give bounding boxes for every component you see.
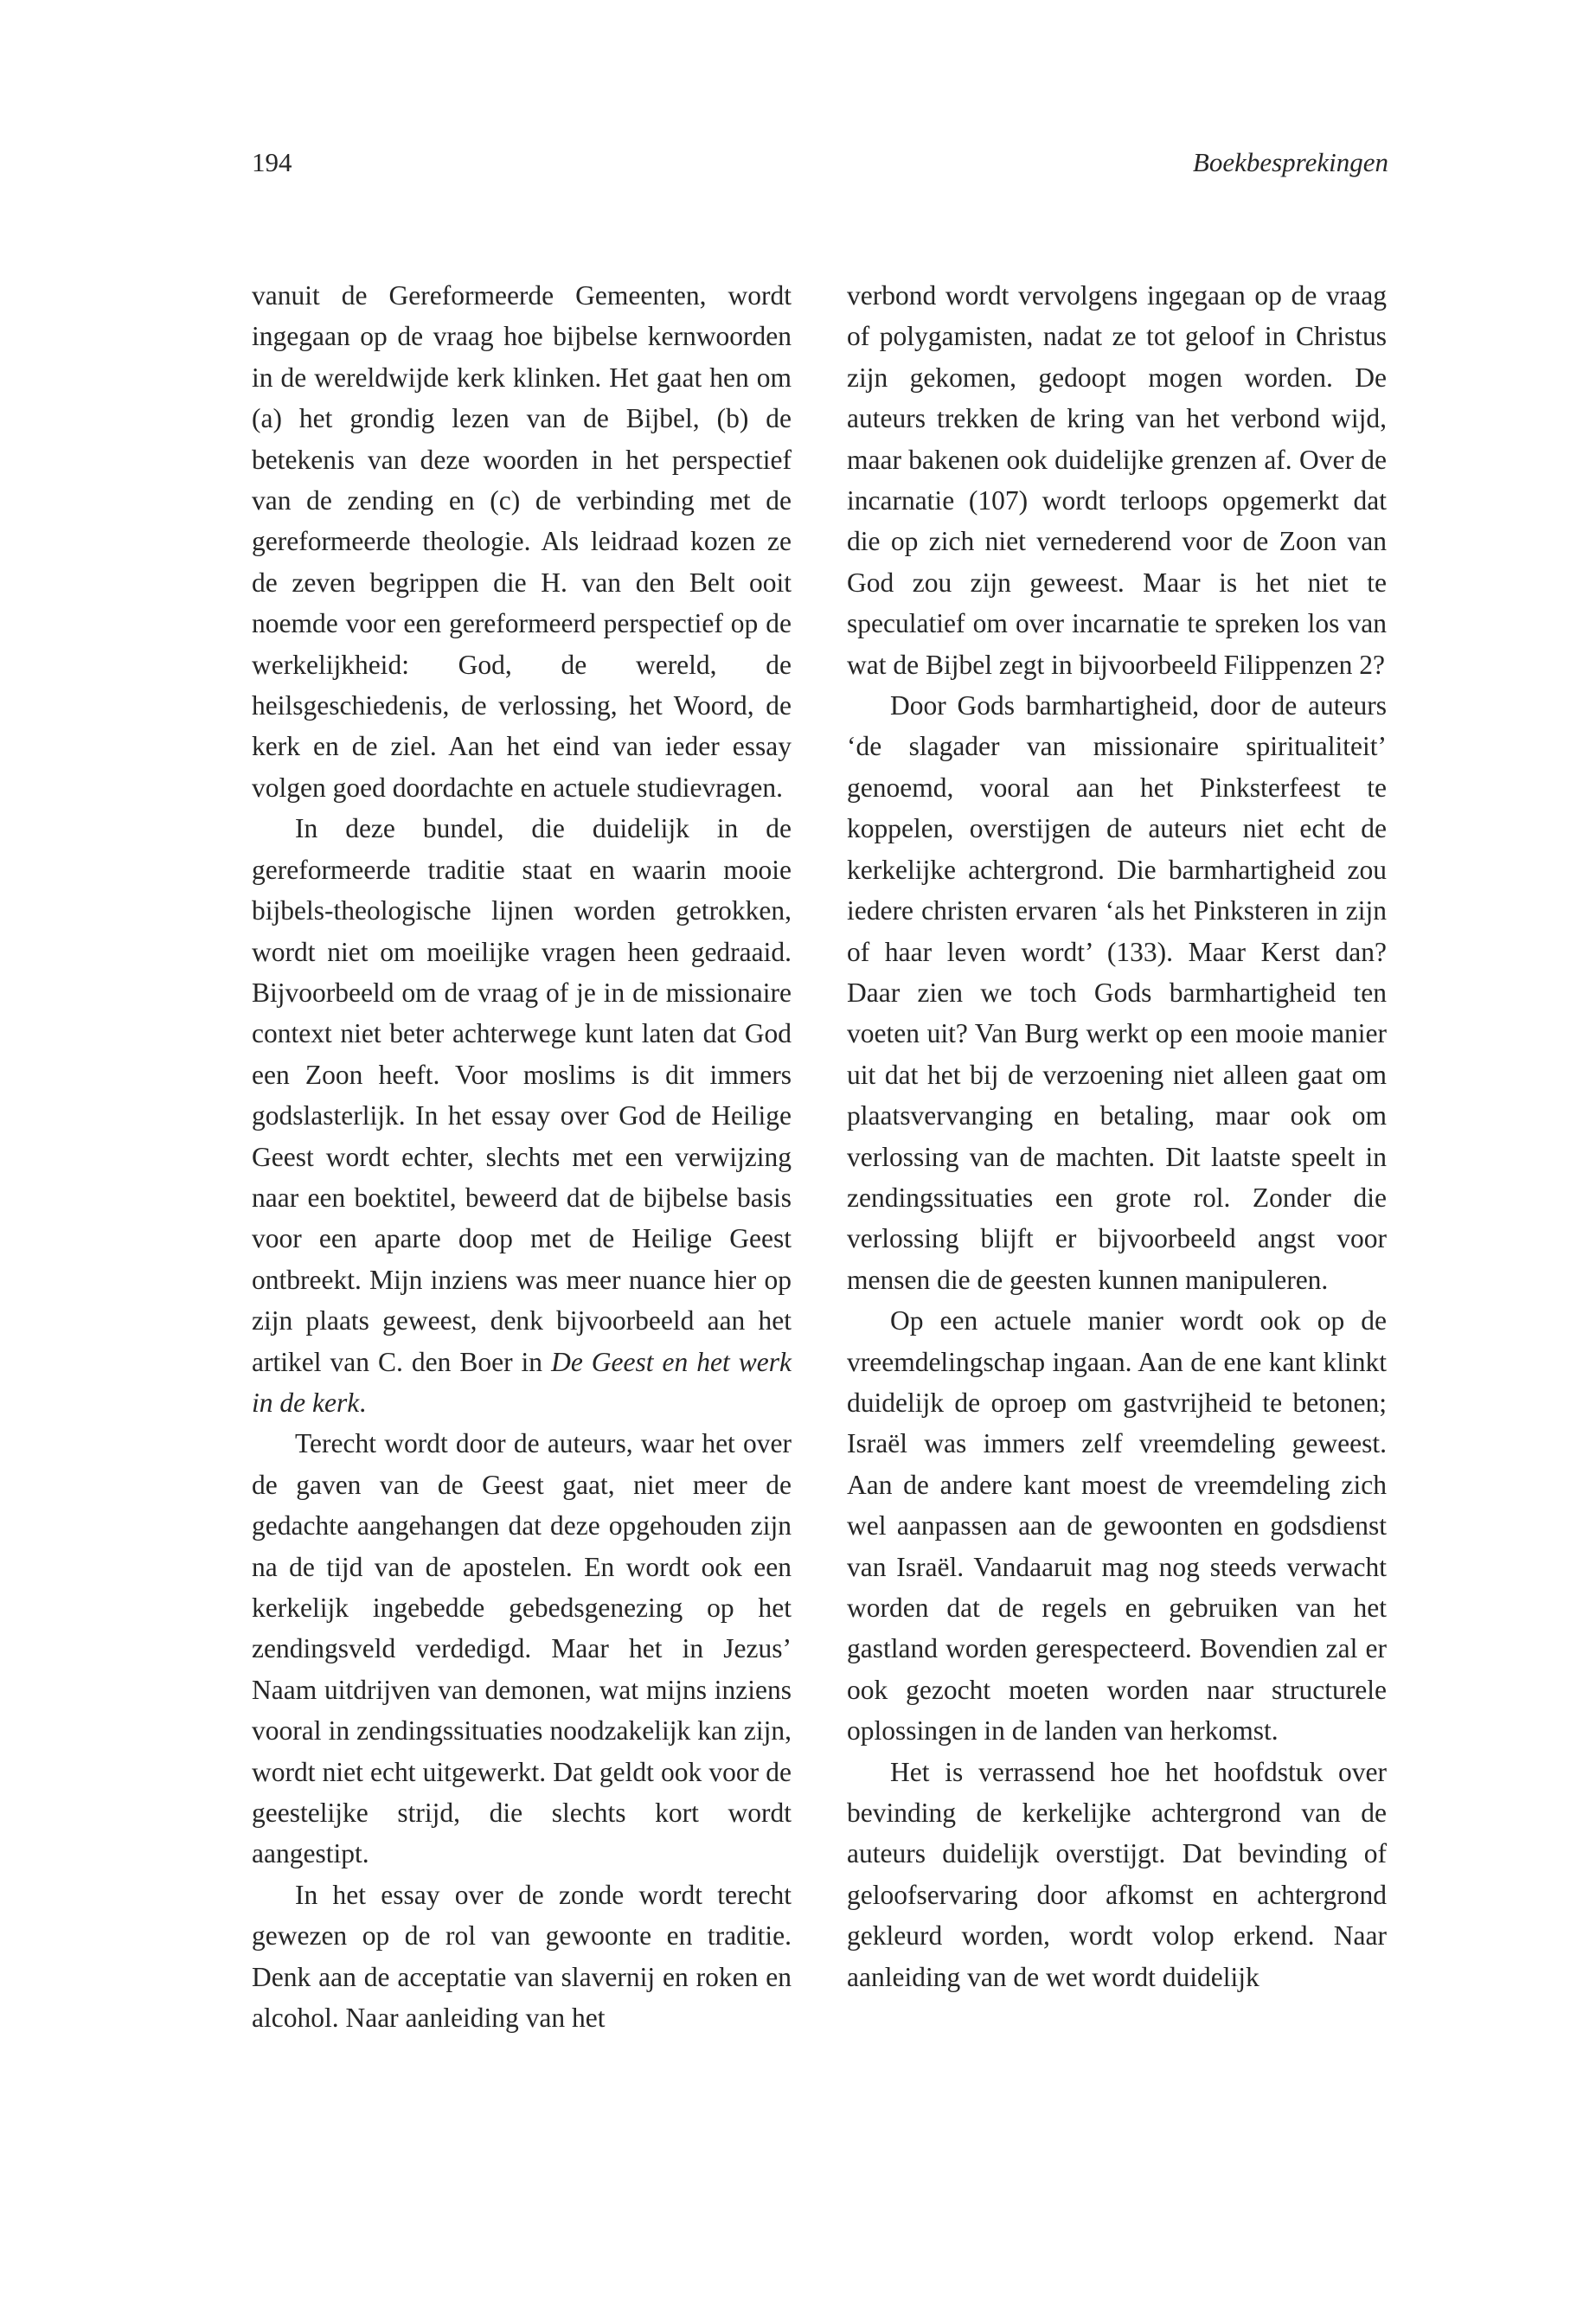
- left-column: [252, 275, 792, 2038]
- paragraph: Door Gods barmhartigheid, door de auteurs ‘de slagader van missionaire spiritualiteit’ genoemd, vooral aan het Pinksterfeest te koppelen, overstijgen de auteurs niet echt de kerkelijke achtergrond. Die barmhartigheid zou iedere christen ervaren ‘als het Pinksteren in zijn of haar leven wordt’ (133). Maar Kerst dan? Daar zien we toch Gods barmhartigheid ten voeten uit? Van Burg werkt op een mooie manier uit dat het bij de verzoening niet alleen gaat om plaatsvervanging en betaling, maar ook om verlossing van de machten. Dit laatste speelt in zendingssituaties een grote rol. Zonder die verlossing blijft er bijvoorbeeld angst voor mensen die de geesten kunnen manipuleren.: [847, 690, 1387, 1295]
- running-title: Boekbesprekingen: [1192, 147, 1388, 177]
- paragraph: verbond wordt vervolgens ingegaan op de vraag of polygamisten, nadat ze tot geloof in Christus zijn gekomen, gedoopt mogen worden. De auteurs trekken de kring van het verbond wijd, maar bakenen ook duidelijke grenzen af. Over de incarnatie (107) wordt terloops opgemerkt dat die op zich niet vernederend voor de Zoon van God zou zijn geweest. Maar is het niet te speculatief om over incarnatie te spreken los van wat de Bijbel zegt in bijvoorbeeld Filippenzen 2?: [847, 280, 1387, 680]
- paragraph-end: .: [359, 1387, 367, 1418]
- page-number: 194: [252, 147, 292, 177]
- right-column: [847, 275, 1387, 1997]
- paragraph: [252, 808, 792, 1423]
- paragraph-text: In deze bundel, die duidelijk in de gereformeerde traditie staat en waarin mooie bijbels-theologische lijnen worden getrokken, wordt niet om moeilijke vragen heen gedraaid. Bijvoorbeeld om de vraag of je in de missionaire context niet beter achterwege kunt laten dat God een Zoon heeft. Voor moslims is dit immers godslasterlijk. In het essay over God de Heilige Geest wordt echter, slechts met een verwijzing naar een boektitel, beweerd dat de bijbelse basis voor een aparte doop met de Heilige Geest ontbreekt. Mijn inziens was meer nuance hier op zijn plaats geweest, denk bijvoorbeeld aan het artikel van C. den Boer in: [252, 813, 792, 1377]
- book-title: De Geest en het werk in de kerk: [252, 1346, 792, 1418]
- paragraph: vanuit de Gereformeerde Gemeenten, wordt ingegaan op de vraag hoe bijbelse kernwoorden in de wereldwijde kerk klinken. Het gaat hen om (a) het grondig lezen van de Bijbel, (b) de betekenis van deze woorden in het perspectief van de zending en (c) de verbinding met de gereformeerde theologie. Als leidraad kozen ze de zeven begrippen die H. van den Belt ooit noemde voor een gereformeerd perspectief op de werkelijkheid: God, de wereld, de heilsgeschiedenis, de verlossing, het Woord, de kerk en de ziel. Aan het eind van ieder essay volgen goed doordachte en actuele studievragen.: [252, 280, 792, 803]
- paragraph: Op een actuele manier wordt ook op de vreemdelingschap ingaan. Aan de ene kant klinkt duidelijk de oproep om gastvrijheid te betonen; Israël was immers zelf vreemdeling geweest. Aan de andere kant moest de vreemdeling zich wel aanpassen aan de gewoonten en godsdienst van Israël. Vandaaruit mag nog steeds verwacht worden dat de regels en gebruiken van het gastland worden gerespecteerd. Bovendien zal er ook gezocht moeten worden naar structurele oplossingen in de landen van herkomst.: [847, 1305, 1387, 1747]
- paragraph: Terecht wordt door de auteurs, waar het over de gaven van de Geest gaat, niet meer de gedachte aangehangen dat deze opgehouden zijn na de tijd van de apostelen. En wordt ook een kerkelijk ingebedde gebedsgenezing op het zendingsveld verdedigd. Maar het in Jezus’ Naam uitdrijven van demonen, wat mijns inziens vooral in zendingssituaties noodzakelijk kan zijn, wordt niet echt uitgewerkt. Dat geldt ook voor de geestelijke strijd, die slechts kort wordt aangestipt.: [252, 1428, 792, 1869]
- paragraph: Het is verrassend hoe het hoofdstuk over bevinding de kerkelijke achtergrond van de auteurs duidelijk overstijgt. Dat bevinding of geloofservaring door afkomst en achtergrond gekleurd worden, wordt volop erkend. Naar aanleiding van de wet wordt duidelijk: [847, 1756, 1387, 1992]
- paragraph: In het essay over de zonde wordt terecht gewezen op de rol van gewoonte en traditie. Denk aan de acceptatie van slavernij en roken en alcohol. Naar aanleiding van het: [252, 1879, 792, 2034]
